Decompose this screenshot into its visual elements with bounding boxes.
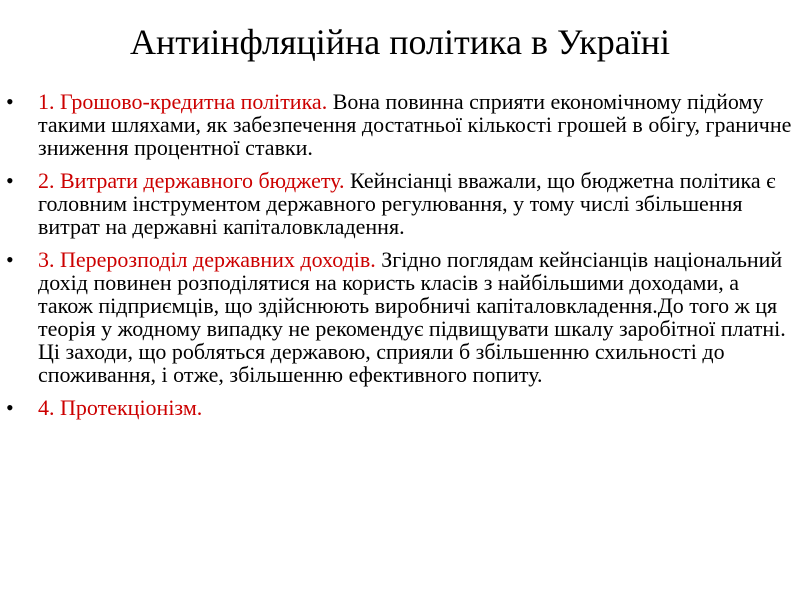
bullet-list: [0, 90, 800, 429]
bullet-text: Вона повинна сприяти економічному підйому такими шляхами, як забезпечення достатньої кількості грошей в обігу, граничне зниження процентної ставки.: [38, 89, 792, 160]
slide-title: Антиінфляційна політика в Україні: [130, 22, 670, 62]
bullet-lead: 1. Грошово-кредитна політика.: [38, 89, 328, 114]
bullet-icon: •: [6, 247, 14, 272]
bullet-lead: 3. Перерозподіл державних доходів.: [38, 247, 376, 272]
bullet-item-protectionism: [0, 396, 800, 419]
bullet-icon: •: [6, 89, 14, 114]
bullet-item-income-redistribution: [0, 248, 800, 386]
bullet-lead: 4. Протекціонізм.: [38, 395, 203, 420]
bullet-item-budget-spending: [0, 169, 800, 238]
bullet-lead: 2. Витрати державного бюджету.: [38, 168, 345, 193]
bullet-item-monetary-policy: [0, 90, 800, 159]
bullet-text: Згідно поглядам кейнсіанців національний дохід повинен розподілятися на користь класів з найбільшими доходами, а також підприємців, що здійснюють виробничі капіталовкладення.До того ж ця теорія у жодному випадку не рекомендує підвищувати шкалу заробітної платні. Ці заходи, що робляться державою, сприяли б збільшенню схильності до споживання, і отже, збільшенню ефективного попиту.: [38, 247, 786, 387]
bullet-icon: •: [6, 395, 14, 420]
bullet-icon: •: [6, 168, 14, 193]
bullet-text: Кейнсіанці вважали, що бюджетна політика є головним інструментом державного регулювання, у тому числі збільшення витрат на державні капіталовкладення.: [38, 168, 776, 239]
